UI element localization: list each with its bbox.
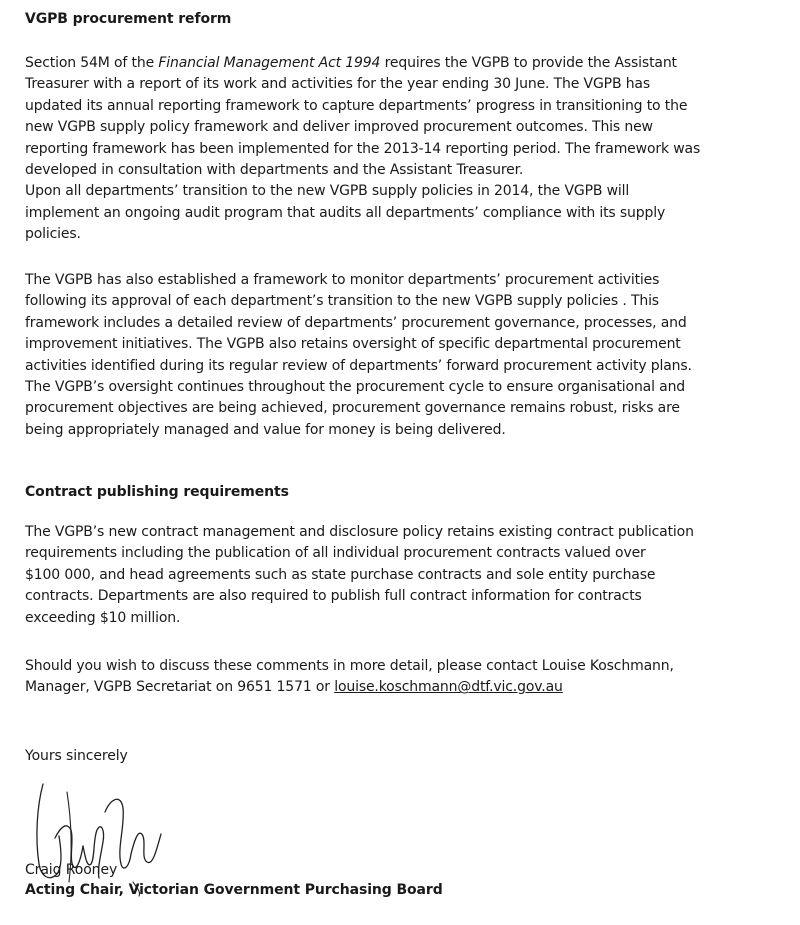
- text-run: Section 54M of the: [25, 55, 159, 71]
- paragraph-line: framework includes a detailed review of departments’ procurement governance, processes, and: [25, 314, 687, 331]
- text-run: requires the VGPB to provide the Assistant: [380, 55, 677, 71]
- paragraph-line: following its approval of each department’s transition to the new VGPB supply policies . This: [25, 293, 659, 310]
- paragraph-line: The VGPB’s new contract management and disclosure policy retains existing contract publication: [25, 524, 694, 540]
- paragraph-line: exceeding $10 million.: [25, 609, 181, 626]
- paragraph-contract-publishing: [25, 522, 785, 629]
- act-title: Financial Management Act 1994: [158, 55, 381, 71]
- text-run: Manager, VGPB Secretariat on 9651 1571 or: [25, 679, 335, 696]
- paragraph-line: The VGPB has also established a framework to monitor departments’ procurement activities: [25, 272, 660, 288]
- signatory-name: Craig Rooney: [25, 862, 118, 878]
- paragraph-monitoring-framework: [25, 270, 785, 441]
- paragraph-line: Should you wish to discuss these comments in more detail, please contact Louise Koschmann,: [25, 658, 674, 674]
- paragraph-line: requirements including the publication of all individual procurement contracts valued over: [25, 545, 646, 562]
- paragraph-line: Upon all departments’ transition to the new VGPB supply policies in 2014, the VGPB will: [25, 183, 630, 200]
- paragraph-line: [25, 677, 785, 698]
- paragraph-line: being appropriately managed and value for money is being delivered.: [25, 421, 506, 438]
- paragraph-line: contracts. Departments are also required to publish full contract information for contracts: [25, 588, 642, 605]
- closing-salutation: Yours sincerely: [25, 748, 128, 764]
- paragraph-line: developed in consultation with departments and the Assistant Treasurer.: [25, 162, 524, 179]
- paragraph-line: new VGPB supply policy framework and deliver improved procurement outcomes. This new: [25, 119, 653, 136]
- handwritten-signature: [27, 778, 167, 898]
- section-heading-contract-publishing: Contract publishing requirements: [25, 484, 289, 500]
- paragraph-line: activities identified during its regular review of departments’ forward procurement activity plans.: [25, 357, 692, 374]
- paragraph-line: implement an ongoing audit program that audits all departments’ compliance with its supply: [25, 204, 666, 221]
- section-heading-procurement-reform: VGPB procurement reform: [25, 11, 232, 27]
- paragraph-line: Treasurer with a report of its work and activities for the year ending 30 June. The VGPB has: [25, 76, 651, 93]
- paragraph-line: reporting framework has been implemented for the 2013-14 reporting period. The framework was: [25, 140, 701, 157]
- paragraph-line: improvement initiatives. The VGPB also retains oversight of specific departmental procurement: [25, 336, 681, 353]
- paragraph-line: policies.: [25, 226, 81, 243]
- letter-page: [25, 0, 785, 925]
- paragraph-reporting-framework: [25, 53, 785, 246]
- paragraph-line: procurement objectives are being achieved, procurement governance remains robust, risks are: [25, 400, 680, 417]
- paragraph-line: [25, 53, 785, 74]
- paragraph-line: The VGPB’s oversight continues throughout the procurement cycle to ensure organisational and: [25, 379, 686, 396]
- contact-email-link[interactable]: louise.koschmann@dtf.vic.gov.au: [334, 679, 563, 696]
- paragraph-line: $100 000, and head agreements such as state purchase contracts and sole entity purchase: [25, 566, 656, 583]
- paragraph-contact: [25, 656, 785, 699]
- signatory-title: Acting Chair, Victorian Government Purchasing Board: [25, 882, 443, 898]
- paragraph-line: updated its annual reporting framework to capture departments’ progress in transitioning to the: [25, 97, 688, 114]
